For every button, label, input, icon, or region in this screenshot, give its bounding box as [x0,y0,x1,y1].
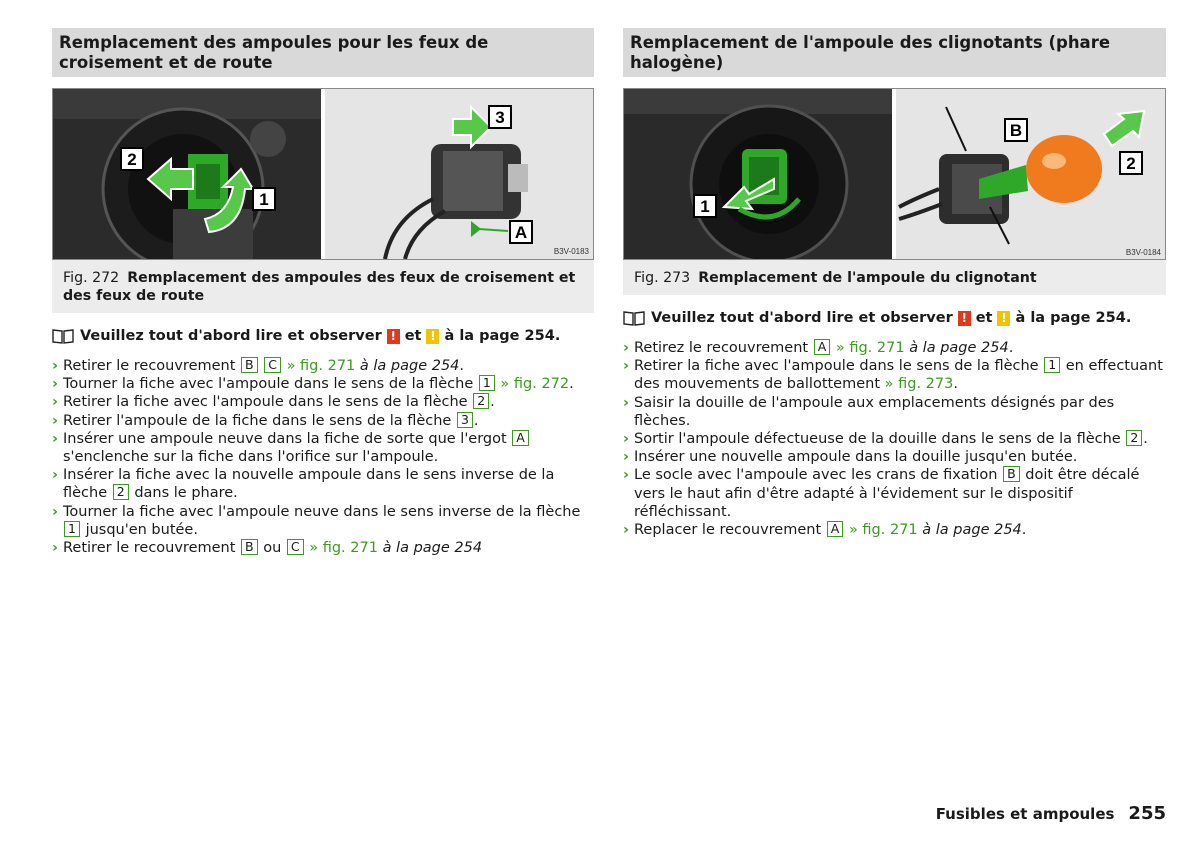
page-footer [936,803,1166,824]
chevron-right-icon: › [52,358,58,374]
label-box: 1 [64,521,80,537]
list-item: › Retirez le recouvrement A » fig. 271 à la page 254. [623,339,1014,356]
cross-reference-link[interactable]: » fig. 273 [884,376,954,393]
note-text: et [975,310,993,326]
warning-yellow-icon: ! [426,329,439,344]
label-box: 1 [479,375,495,391]
figure-label: 2 [1126,154,1136,173]
chevron-right-icon: › [623,340,629,356]
list-item: › Tourner la fiche avec l'ampoule neuve dans le sens inverse de la flèche 1 jusqu'en butée. [52,503,581,538]
label-box: 2 [113,484,129,500]
list-item: › Retirer la fiche avec l'ampoule dans le sens de la flèche 2 . [52,393,495,411]
list-item: › Retirer le recouvrement B ou C » fig. 271 à la page 254 [52,539,483,557]
figure-label: B [1009,121,1023,140]
list-item: › Tourner la fiche avec l'ampoule dans le sens de la flèche 1 » fig. 272. [52,375,574,393]
chevron-right-icon: › [52,430,58,447]
cross-reference-link[interactable]: » fig. 271 [835,340,905,356]
figure-273 [623,88,1166,260]
figure-caption [52,260,594,313]
list-item: › Sortir l'ampoule défectueuse de la douille dans le sens de la flèche 2 . [623,430,1148,448]
cross-reference-link[interactable]: » fig. 271 [309,540,378,557]
list-item: › Insérer une nouvelle ampoule dans la douille jusqu'en butée. [623,449,1078,466]
book-icon [52,328,74,344]
cross-reference-link[interactable]: » fig. 271 [286,358,356,374]
figure-label: 1 [700,197,710,216]
chevron-right-icon: › [52,467,58,484]
cross-reference-link[interactable]: » fig. 271 [848,522,918,539]
label-box: 2 [1126,430,1142,446]
note-text: à la page 254. [1015,310,1132,326]
caption-title: Remplacement de l'ampoule du clignotant [698,270,1037,286]
chevron-right-icon: › [623,394,629,411]
chevron-right-icon: › [623,431,629,448]
list-item: › Insérer la fiche avec la nouvelle ampoule dans le sens inverse de la flèche 2 dans le phare. [52,467,555,502]
safety-note [623,309,1166,327]
label-box: B [241,539,258,555]
caption-title: Remplacement des ampoules des feux de croisement et des feux de route [63,270,576,304]
section-heading: Remplacement des ampoules pour les feux de croisement et de route [52,28,594,77]
label-box: 2 [473,393,489,409]
right-section [623,28,1166,539]
note-text: et [404,328,422,344]
label-box: 3 [457,412,473,428]
chevron-right-icon: › [52,394,58,411]
page-number: 255 [1128,803,1166,824]
note-text: Veuillez tout d'abord lire et observer [651,310,953,326]
label-box: 1 [1044,357,1060,373]
figure-label: 1 [259,190,269,209]
list-item: › Le socle avec l'ampoule avec les crans de fixation B doit être décalé vers le haut afin d'être adapté à l'évidement sur le dispositif réfléchissant. [623,466,1140,520]
list-item: › Replacer le recouvrement A » fig. 271 à la page 254. [623,521,1027,539]
list-item: › Retirer la fiche avec l'ampoule dans le sens de la flèche 1 en effectuant des mouvements de ballottement » fig. 273. [623,357,1163,393]
label-box: B [241,357,258,373]
label-box: C [287,539,304,555]
figure-272 [52,88,594,260]
chevron-right-icon: › [52,540,58,557]
note-text: à la page 254. [444,328,561,344]
figure-caption [623,260,1166,295]
figure-label: A [514,223,528,242]
label-box: B [1003,466,1020,482]
chevron-right-icon: › [52,412,58,429]
warning-red-icon: ! [958,311,971,326]
chevron-right-icon: › [623,467,629,484]
chevron-right-icon: › [623,358,629,375]
left-section [52,28,594,557]
book-icon [623,310,645,326]
figure-label: 3 [495,108,505,127]
list-item: › Saisir la douille de l'ampoule aux emplacements désignés par des flèches. [623,394,1115,429]
label-box: A [512,430,529,446]
list-item: › Retirer le recouvrement B C » fig. 271 à la page 254. [52,357,465,374]
figure-273-illustration [624,89,1165,259]
warning-yellow-icon: ! [997,311,1010,326]
label-box: C [264,357,281,373]
figure-272-illustration [53,89,593,259]
footer-title: Fusibles et ampoules [935,805,1115,823]
figure-label: 2 [127,150,137,169]
chevron-right-icon: › [52,376,58,393]
chevron-right-icon: › [623,449,629,466]
label-box: A [814,339,831,355]
steps-list [52,357,594,557]
chevron-right-icon: › [52,503,58,520]
figure-code: B3V-0183 [553,247,589,256]
label-box: A [827,521,844,537]
safety-note [52,327,594,345]
list-item: › Retirer l'ampoule de la fiche dans le sens de la flèche 3 . [52,411,479,429]
note-text: Veuillez tout d'abord lire et observer [80,328,382,344]
caption-number: Fig. 272 [63,270,120,286]
warning-red-icon: ! [387,329,400,344]
figure-code: B3V-0184 [1125,248,1161,257]
cross-reference-link[interactable]: » fig. 272 [500,376,570,393]
section-heading: Remplacement de l'ampoule des clignotants (phare halogène) [623,28,1166,77]
steps-list [623,339,1166,539]
chevron-right-icon: › [623,522,629,539]
list-item: › Insérer une ampoule neuve dans la fiche de sorte que l'ergot A s'enclenche sur la fiche dans l'orifice sur l'ampoule. [52,430,594,466]
caption-number: Fig. 273 [634,270,691,286]
